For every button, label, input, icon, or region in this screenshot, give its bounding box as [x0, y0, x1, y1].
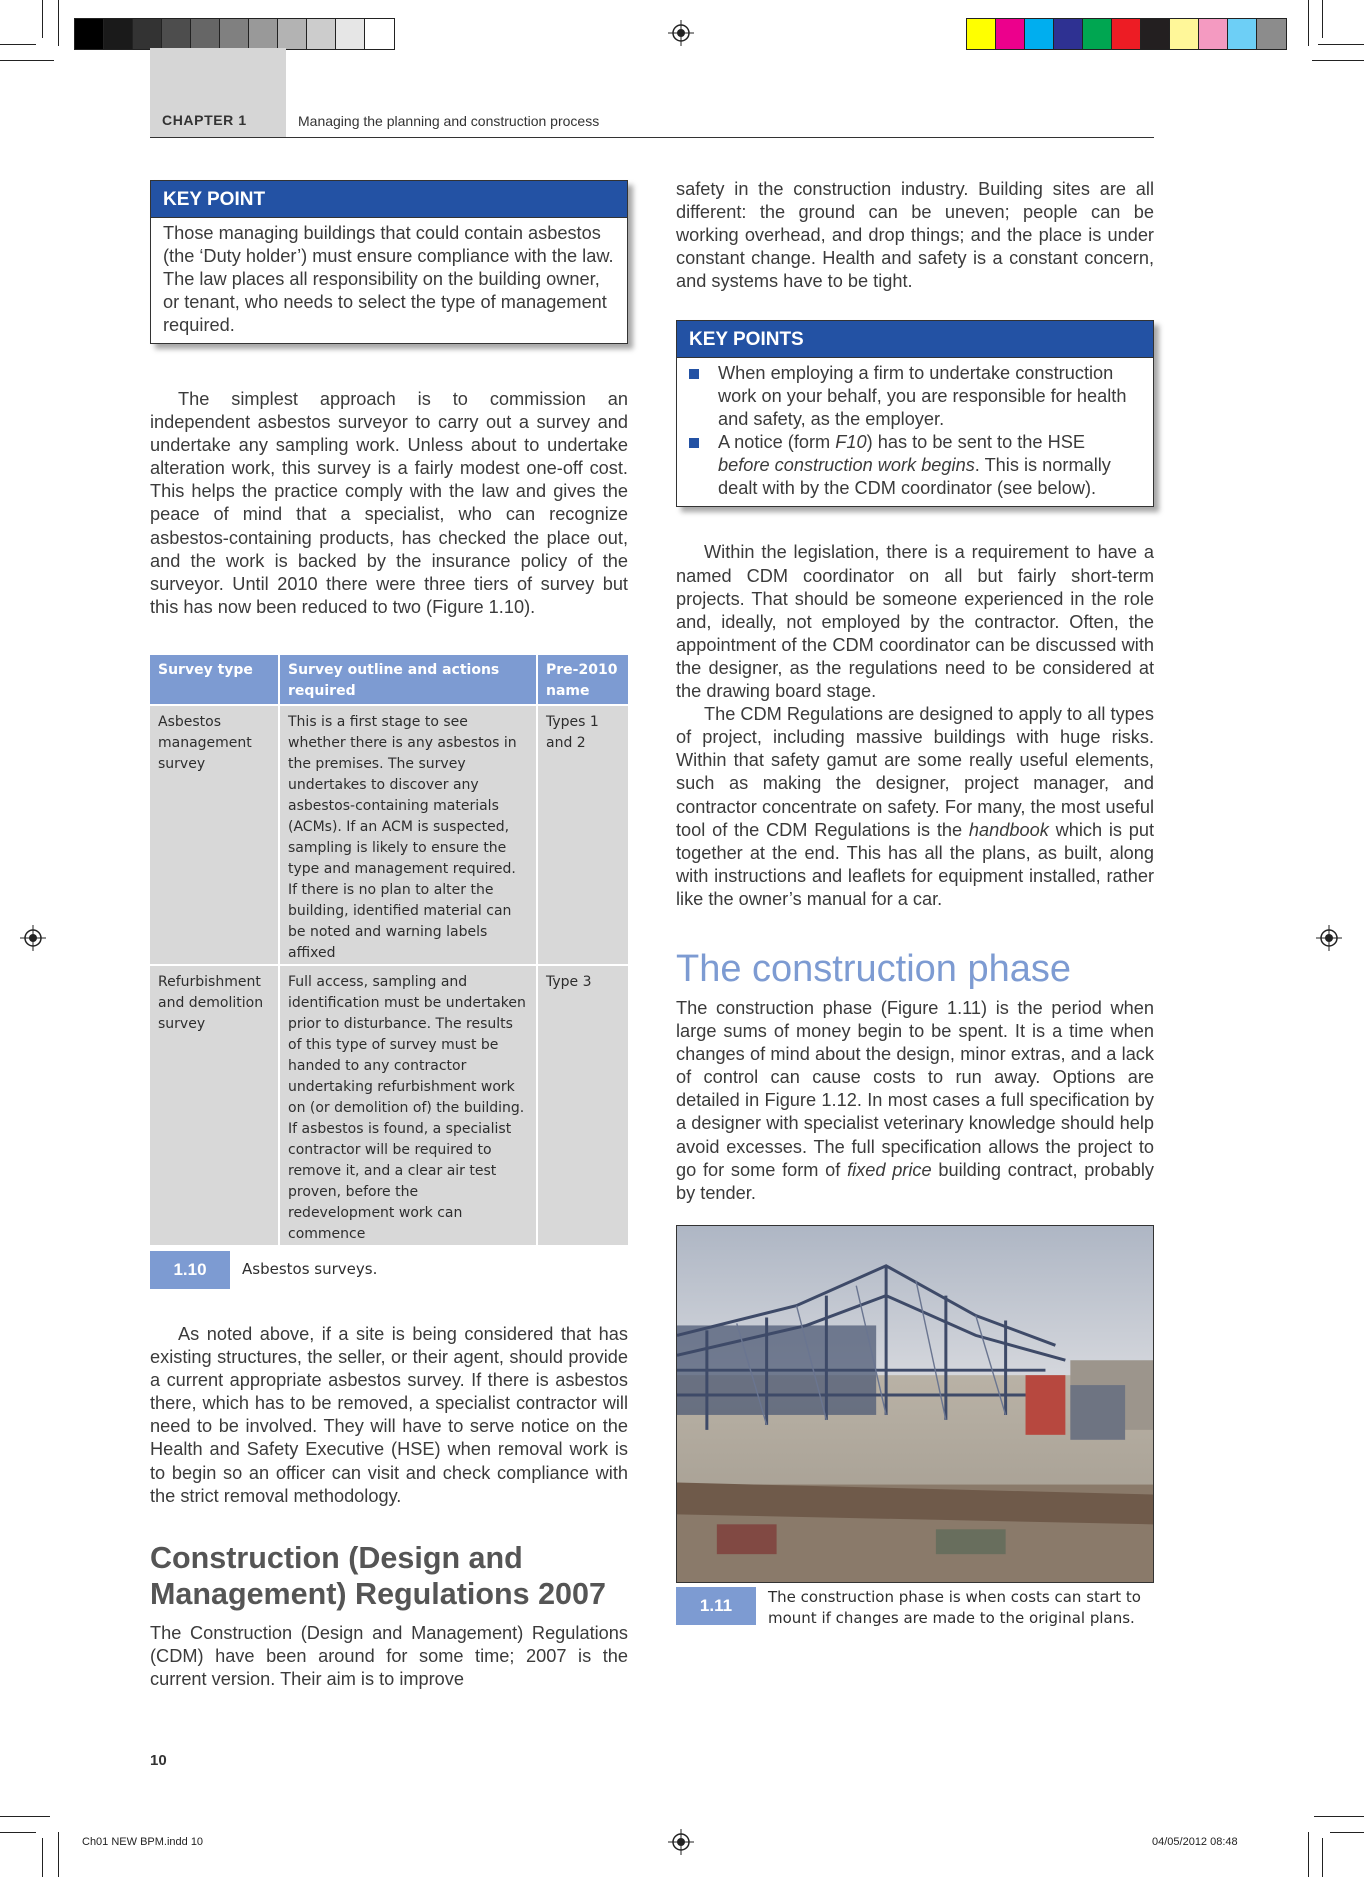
- crop-mark: [1330, 1832, 1364, 1833]
- color-swatch: [1170, 19, 1199, 49]
- crop-mark: [1308, 0, 1309, 46]
- table-cell-survey-type: Asbestos management survey: [150, 705, 279, 965]
- color-swatch: [996, 19, 1025, 49]
- table-cell-pre-2010: Types 1 and 2: [537, 705, 628, 965]
- table-row: [150, 965, 628, 1245]
- registration-mark-icon: [1316, 925, 1342, 951]
- body-paragraph: safety in the construction industry. Building sites are all different: the ground can be uneven; people can be working overhead, and drop things; and the place is under constant change. Health and safety is a constant concern, and systems have to be tight.: [676, 179, 1154, 292]
- grayscale-color-bar: [74, 18, 395, 50]
- color-swatch: [365, 19, 394, 49]
- registration-mark-icon: [20, 925, 46, 951]
- key-point-text: Those managing buildings that could contain asbestos (the ‘Duty holder’) must ensure compliance with the law. The law places all responsibility on the building owner, or tenant, who needs to select the type of management required.: [163, 223, 614, 335]
- color-swatch: [278, 19, 307, 49]
- header-rule: [150, 137, 1154, 138]
- crop-mark: [1322, 0, 1323, 38]
- color-swatch: [1025, 19, 1054, 49]
- paragraph-text: The construction phase (Figure 1.11) is the period when large sums of money begin to be spent. It is a time when changes of mind about the design, minor extras, and a lack of control can cause costs to run away. Options are detailed in Figure 1.12. In most cases a full specification by a designer with specialist veterinary knowledge should help avoid excesses. The full specification allows the project to go for some form of: [676, 997, 1154, 1180]
- color-swatch: [1199, 19, 1228, 49]
- paragraph-text: building contract, probably by tender.: [676, 1159, 1154, 1203]
- figure-caption: [676, 1587, 1154, 1629]
- chapter-label: CHAPTER 1: [162, 112, 247, 128]
- slug-date: 04/05/2012 08:48: [1152, 1836, 1238, 1848]
- figure-number: 1.11: [676, 1587, 756, 1625]
- crop-mark: [1314, 1816, 1364, 1817]
- key-points-body: [677, 358, 1153, 506]
- figure-caption-text: Asbestos surveys.: [242, 1259, 378, 1278]
- list-item-text: When employing a firm to undertake construction work on your behalf, you are responsible for health and safety, as the employer.: [718, 363, 1127, 430]
- color-swatch: [249, 19, 278, 49]
- color-swatch: [133, 19, 162, 49]
- table-cell-survey-type: Refurbishment and demolition survey: [150, 965, 279, 1245]
- list-item: [689, 431, 1141, 500]
- crop-mark: [42, 1838, 43, 1877]
- color-swatch: [967, 19, 996, 49]
- list-item: [689, 362, 1141, 431]
- crop-mark: [1308, 1832, 1309, 1877]
- section-heading: Construction (Design and Management) Regulations 2007: [150, 1540, 606, 1611]
- color-swatch: [191, 19, 220, 49]
- crop-mark: [58, 1832, 59, 1877]
- process-color-bar: [966, 18, 1287, 50]
- table-row: [150, 705, 628, 965]
- crop-mark: [1312, 60, 1364, 61]
- crop-mark: [0, 1832, 36, 1833]
- column-header-outline: Survey outline and actions required: [279, 655, 537, 705]
- color-swatch: [336, 19, 365, 49]
- slug-file-name: Ch01 NEW BPM.indd 10: [82, 1836, 204, 1848]
- key-point-heading: KEY POINT: [151, 181, 627, 218]
- square-bullet-icon: [689, 369, 699, 379]
- registration-mark-icon: [668, 1829, 694, 1855]
- paragraph-text: The CDM Regulations are designed to apply to all types of project, including massive buildings with huge risks. Within that safety gamut are some really useful elements, such as making the designer, project manager, and contractor concentrate on safety. For many, the most useful tool of the CDM Regulations is the: [676, 704, 1154, 840]
- asbestos-survey-table: [150, 655, 628, 1245]
- figure-caption-text: The construction phase is when costs can start to mount if changes are made to the original plans.: [768, 1587, 1141, 1627]
- table-cell-outline: Full access, sampling and identification must be undertaken prior to disturbance. The results of this type of survey must be handed to any contractor undertaking refurbishment work on (or demolition of) the building. If asbestos is found, a specialist contractor will be required to remove it, and a clear air test proven, before the redevelopment work can commence: [279, 965, 537, 1245]
- column-header-survey-type: Survey type: [150, 655, 279, 705]
- crop-mark: [1322, 1838, 1323, 1877]
- emphasis-text: handbook: [968, 819, 1049, 840]
- color-swatch: [307, 19, 336, 49]
- list-item-text: . This is normally dealt with by the CDM coordinator (see below).: [718, 455, 1111, 499]
- key-points-heading: KEY POINTS: [677, 321, 1153, 358]
- table-header-row: [150, 655, 628, 705]
- body-paragraph: As noted above, if a site is being considered that has existing structures, the seller, or their agent, should provide a current appropriate asbestos survey. If there is asbestos there, which has to be removed, a specialist contractor will need to be involved. They will have to serve notice on the Health and Safety Executive (HSE) when removal work is to begin so an officer can visit and check compliance with the strict removal methodology.: [150, 1323, 628, 1506]
- color-swatch: [75, 19, 104, 49]
- color-swatch: [1257, 19, 1286, 49]
- color-swatch: [1228, 19, 1257, 49]
- crop-mark: [1318, 44, 1364, 45]
- form-name: F10: [835, 432, 867, 453]
- crop-mark: [0, 44, 36, 45]
- paragraph-text: which is put together at the end. This has all the plans, as built, along with instructions and leaflets for equipment installed, rather like the owner’s manual for a car.: [676, 819, 1154, 909]
- crop-mark: [42, 0, 43, 38]
- list-item-text: ) has to be sent to the HSE: [866, 432, 1085, 453]
- square-bullet-icon: [689, 438, 699, 448]
- color-swatch: [1141, 19, 1170, 49]
- body-paragraph: Within the legislation, there is a requirement to have a named CDM coordinator on all but fairly short-term projects. That should be someone experienced in the role and, ideally, not employed by the contractor. Often, the appointment of the CDM coordinator can be discussed with the designer, as the regulations need to be considered at the drawing board stage.: [676, 542, 1154, 702]
- crop-mark: [58, 0, 59, 46]
- color-swatch: [1112, 19, 1141, 49]
- page-number: 10: [150, 1752, 167, 1769]
- key-point-box: [150, 180, 628, 344]
- color-swatch: [104, 19, 133, 49]
- table-cell-outline: This is a first stage to see whether there is any asbestos in the premises. The survey undertakes to discover any asbestos-containing materials (ACMs). If an ACM is suspected, sampling is likely to ensure the type and management required. If there is no plan to alter the building, identified material can be noted and warning labels affixed: [279, 705, 537, 965]
- color-swatch: [220, 19, 249, 49]
- body-paragraph: The Construction (Design and Management) Regulations (CDM) have been around for some time; 2007 is the current version. Their aim is to improve: [150, 1622, 628, 1689]
- construction-site-photo: [676, 1225, 1154, 1583]
- emphasis-text: fixed price: [847, 1159, 932, 1180]
- body-paragraph: [676, 703, 1154, 911]
- emphasis-text: before construction work begins: [718, 455, 975, 476]
- column-header-pre-2010: Pre-2010 name: [537, 655, 628, 705]
- right-column: [676, 178, 1154, 1629]
- table-cell-pre-2010: Type 3: [537, 965, 628, 1245]
- chapter-title: Managing the planning and construction process: [298, 113, 600, 129]
- list-item-text: A notice (form: [718, 432, 836, 453]
- crop-mark: [0, 1816, 50, 1817]
- color-swatch: [162, 19, 191, 49]
- section-heading: The construction phase: [676, 947, 1072, 990]
- crop-mark: [0, 60, 54, 61]
- body-paragraph: The simplest approach is to commission an independent asbestos surveyor to carry out a survey and undertake any sampling work. Unless about to undertake alteration work, this survey is a fairly modest one-off cost. This helps the practice comply with the law and gives the peace of mind that a specialist, who can recognize asbestos-containing products, has checked the place out, and the work is backed by the insurance policy of the surveyor. Until 2010 there were three tiers of survey but this has now been reduced to two (Figure 1.10).: [150, 389, 628, 617]
- color-swatch: [1054, 19, 1083, 49]
- registration-mark-icon: [668, 20, 694, 46]
- key-points-box: [676, 320, 1154, 507]
- body-paragraph: [676, 997, 1154, 1205]
- figure-number: 1.10: [150, 1251, 230, 1289]
- left-column: [150, 178, 628, 1691]
- color-swatch: [1083, 19, 1112, 49]
- figure-caption: [150, 1251, 628, 1289]
- key-points-list: [689, 362, 1141, 500]
